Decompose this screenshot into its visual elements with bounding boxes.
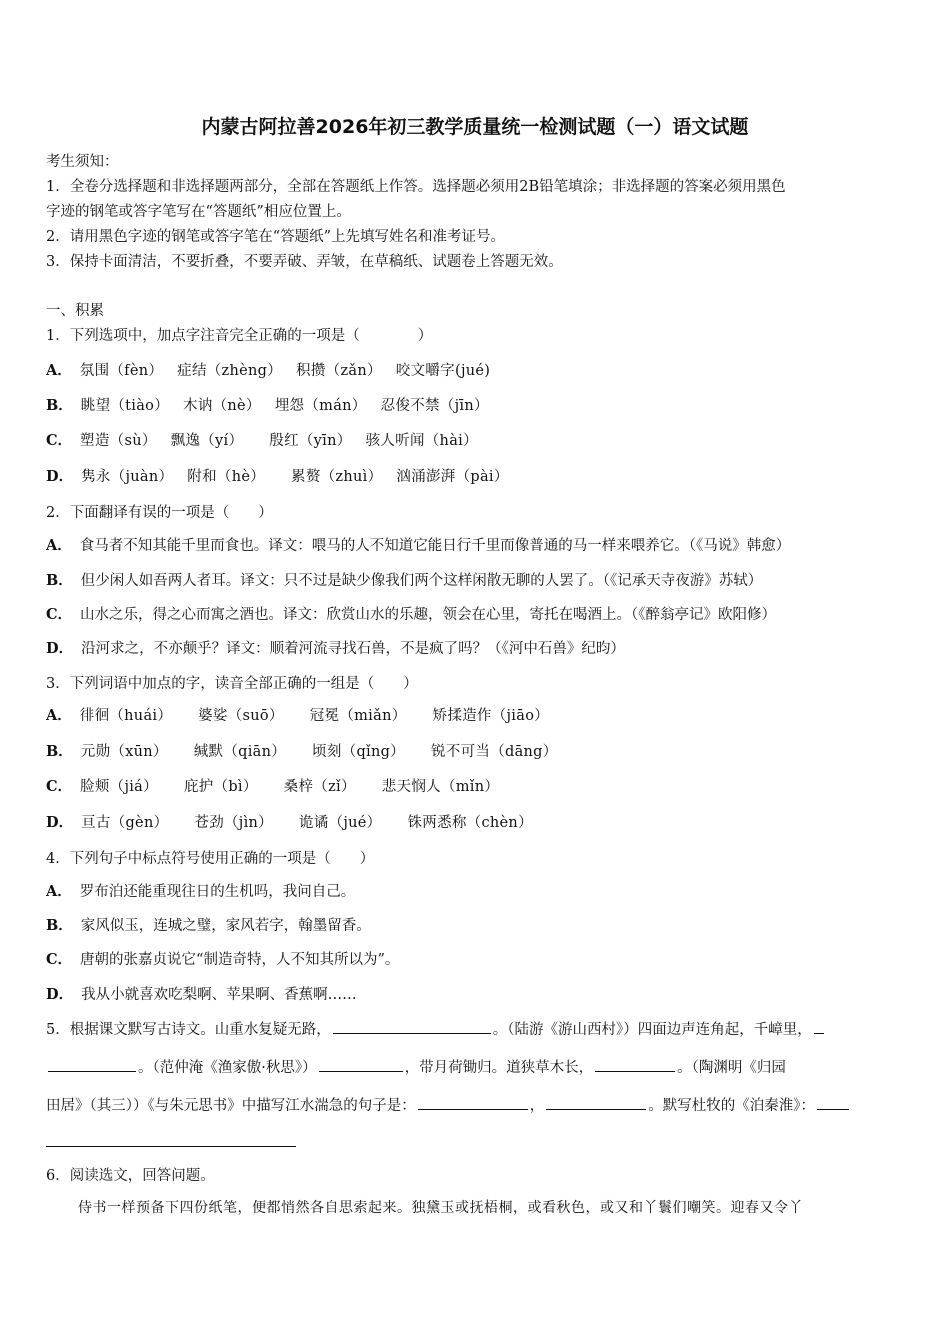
q2-option-c — [46, 605, 906, 625]
q2-option-b — [46, 571, 906, 591]
option-text: 我从小就喜欢吃梨啊、苹果啊、香蕉啊…… — [81, 987, 357, 1003]
q5-text: ， — [529, 1098, 545, 1114]
q4-option-d — [46, 985, 906, 1005]
option-label: C． — [46, 432, 73, 449]
q6-stem: 6．阅读选文，回答问题。 — [46, 1168, 215, 1184]
q5-text: 。（陶渊明《归园 — [677, 1060, 786, 1076]
q3-option-d — [46, 813, 906, 833]
option-label: D． — [46, 814, 74, 831]
option-item: 悲天悯人（mǐn） — [381, 779, 500, 795]
q5-line-3 — [46, 1095, 906, 1116]
option-text: 食马者不知其能千里而食也。译文：喂马的人不知道它能日行千里而像普通的马一样来喂养它。（《马说》韩愈） — [79, 538, 791, 554]
q5-text: 田居》（其三））《与朱元思书》中描写江水湍急的句子是： — [46, 1098, 416, 1114]
option-item: 诡谲（jué） — [298, 815, 382, 831]
option-item: 冠冕（miǎn） — [309, 708, 407, 724]
option-label: C． — [46, 778, 73, 795]
answer-blank-continuation[interactable] — [46, 1146, 296, 1147]
answer-blank[interactable] — [817, 1095, 849, 1110]
option-text: 唐朝的张嘉贞说它“制造奇特，人不知其所以为”。 — [80, 952, 400, 968]
notice-line-1b: 字迹的钢笔或答字笔写在“答题纸”相应位置上。 — [46, 204, 351, 220]
option-item: 桑梓（zǐ） — [283, 779, 356, 795]
option-item: 累赘（zhuì） — [291, 469, 383, 485]
option-text: 但少闲人如吾两人者耳。译文：只不过是缺少像我们两个这样闲散无聊的人罢了。（《记承天寺夜游》苏轼） — [80, 573, 763, 589]
option-item: 症结（zhèng） — [177, 363, 283, 379]
notice-heading: 考生须知： — [46, 154, 119, 170]
notice-line-2: 2．请用黑色字迹的钢笔或答字笔在“答题纸”上先填写姓名和准考证号。 — [46, 229, 506, 245]
option-item: 木讷（nè） — [183, 398, 261, 414]
q5-text: ，带月荷锄归。道狭草木长， — [404, 1060, 594, 1076]
option-item: 氛围（fèn） — [79, 363, 164, 379]
answer-blank[interactable] — [48, 1057, 136, 1072]
option-item: 脸颊（jiá） — [80, 779, 158, 795]
q3-option-a — [46, 706, 906, 726]
q1-option-c — [46, 431, 906, 451]
option-item: 眺望（tiào） — [80, 398, 170, 414]
q1-stem: 1．下列选项中，加点字注音完全正确的一项是（ ） — [46, 328, 433, 344]
q3-option-b — [46, 742, 906, 762]
q1-option-b — [46, 396, 906, 416]
option-item: 汹涌澎湃（pài） — [396, 469, 509, 485]
q4-option-b — [46, 916, 906, 936]
option-label: A． — [46, 537, 72, 554]
option-item: 附和（hè） — [187, 469, 266, 485]
option-item: 亘古（gèn） — [81, 815, 169, 831]
q5-line-1 — [46, 1019, 906, 1040]
option-item: 飘逸（yí） — [170, 433, 244, 449]
page-title: 内蒙古阿拉善2026年初三教学质量统一检测试题（一）语文试题 — [201, 116, 749, 138]
option-item: 殷红（yīn） — [269, 433, 352, 449]
q2-option-d — [46, 639, 906, 659]
notice-line-3: 3．保持卡面清洁，不要折叠，不要弄破、弄皱，在草稿纸、试题卷上答题无效。 — [46, 254, 563, 270]
option-item: 铢两悉称（chèn） — [407, 815, 533, 831]
answer-blank[interactable] — [418, 1095, 528, 1110]
option-label: C． — [46, 606, 73, 623]
option-item: 隽永（juàn） — [81, 469, 174, 485]
q4-option-c — [46, 950, 906, 970]
option-item: 顷刻（qǐng） — [312, 744, 405, 760]
option-item: 元勋（xūn） — [80, 744, 168, 760]
option-label: D． — [46, 468, 74, 485]
option-item: 塑造（sù） — [80, 433, 157, 449]
q4-option-a — [46, 882, 906, 902]
q3-option-c — [46, 777, 906, 797]
q4-stem: 4．下列句子中标点符号使用正确的一项是（ ） — [46, 851, 375, 867]
q5-text: 。默写杜牧的《泊秦淮》： — [648, 1098, 815, 1114]
q5-text: 。（陆游《游山西村》）四面边声连角起，千嶂里， — [492, 1022, 812, 1038]
option-label: A． — [46, 883, 72, 900]
q3-stem: 3．下列词语中加点的字，读音全部正确的一组是（ ） — [46, 676, 418, 692]
option-label: A． — [46, 362, 72, 379]
option-item: 咬文嚼字(jué) — [395, 363, 491, 379]
q1-option-d — [46, 467, 906, 487]
answer-blank[interactable] — [333, 1019, 491, 1034]
option-item: 庇护（bì） — [183, 779, 258, 795]
option-label: C． — [46, 951, 73, 968]
option-item: 矫揉造作（jiāo） — [432, 708, 550, 724]
option-item: 骇人听闻（hài） — [365, 433, 478, 449]
option-text: 罗布泊还能重现往日的生机吗，我问自己。 — [79, 884, 356, 900]
option-text: 沿河求之，不亦颠乎？译文：顺着河流寻找石兽，不是疯了吗？（《河中石兽》纪昀） — [81, 641, 625, 657]
option-label: D． — [46, 986, 74, 1003]
q2-stem: 2．下面翻译有误的一项是（ ） — [46, 505, 273, 521]
option-item: 苍劲（jìn） — [194, 815, 273, 831]
notice-line-1a: 1．全卷分选择题和非选择题两部分，全部在答题纸上作答。选择题必须用2B铅笔填涂；非选择题的答案必须用黑色 — [46, 179, 786, 195]
option-item: 徘徊（huái） — [79, 708, 173, 724]
answer-blank[interactable] — [546, 1095, 646, 1110]
answer-blank[interactable] — [319, 1057, 403, 1072]
option-item: 忍俊不禁（jīn） — [380, 398, 489, 414]
answer-blank[interactable] — [595, 1057, 675, 1072]
option-label: A． — [46, 707, 72, 724]
option-text: 山水之乐，得之心而寓之酒也。译文：欣赏山水的乐趣，领会在心里，寄托在喝酒上。（《醉翁亭记》欧阳修） — [80, 607, 777, 623]
option-label: B． — [46, 397, 73, 414]
option-text: 家风似玉，连城之璧，家风若字，翰墨留香。 — [80, 918, 371, 934]
option-label: B． — [46, 572, 73, 589]
q5-text: 5．根据课文默写古诗文。山重水复疑无路， — [46, 1022, 331, 1038]
answer-blank[interactable] — [814, 1019, 824, 1034]
q6-passage: 侍书一样预备下四份纸笔，便都悄然各自思索起来。独黛玉或抚梧桐，或看秋色，或又和丫鬟们嘲笑。迎春又令丫 — [78, 1200, 803, 1216]
option-label: B． — [46, 743, 73, 760]
option-label: D． — [46, 640, 74, 657]
q5-text: 。（范仲淹《渔家傲·秋思》） — [138, 1060, 317, 1076]
option-item: 婆娑（suō） — [198, 708, 284, 724]
option-label: B． — [46, 917, 73, 934]
option-item: 积攒（zǎn） — [296, 363, 382, 379]
q1-option-a — [46, 361, 906, 381]
option-item: 埋怨（mán） — [274, 398, 367, 414]
q5-line-2 — [46, 1057, 906, 1078]
q2-option-a — [46, 536, 906, 556]
option-item: 缄默（qiān） — [193, 744, 287, 760]
option-item: 锐不可当（dāng） — [431, 744, 558, 760]
section-heading: 一、积累 — [46, 303, 104, 319]
